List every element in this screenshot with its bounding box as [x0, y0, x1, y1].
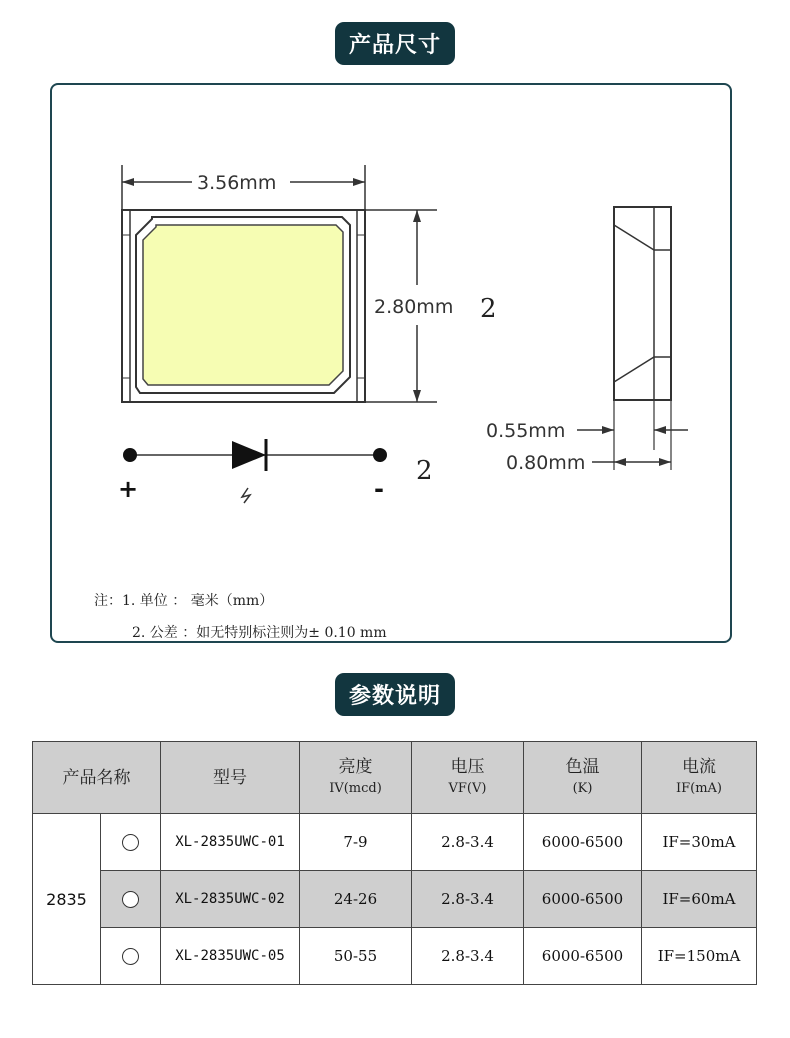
cathode-minus-sign: - [374, 475, 384, 503]
header-product-name: 产品名称 [33, 742, 161, 814]
voltage-cell: 2.8-3.4 [412, 928, 524, 985]
header-model: 型号 [161, 742, 300, 814]
voltage-cell: 2.8-3.4 [412, 814, 524, 871]
header-voltage: 电压 VF(V) [412, 742, 524, 814]
table-row [33, 871, 757, 928]
led-dimension-diagram [52, 85, 734, 645]
parameter-table [32, 741, 757, 985]
brightness-cell: 7-9 [300, 814, 412, 871]
voltage-cell: 2.8-3.4 [412, 871, 524, 928]
thickness-label-1: 0.55mm [486, 420, 566, 442]
width-dimension-label: 3.56mm [197, 172, 277, 194]
brightness-cell: 24-26 [300, 871, 412, 928]
row-select-radio[interactable] [101, 928, 161, 985]
header-color-temp: 色温 (K) [524, 742, 642, 814]
header-brightness: 亮度 IV(mcd) [300, 742, 412, 814]
led-emitter-area [143, 225, 343, 385]
color-temp-cell: 6000-6500 [524, 814, 642, 871]
current-cell: IF=30mA [642, 814, 757, 871]
anode-plus-sign: + [118, 475, 139, 503]
model-cell: XL-2835UWC-02 [161, 871, 300, 928]
dimension-drawing [50, 83, 732, 643]
height-ref-number: 2 [480, 294, 497, 324]
section-title-dimensions: 产品尺寸 [335, 22, 455, 65]
note-tolerance: 2. 公差 ：如无特别标注则为± 0.10 mm [132, 625, 387, 641]
product-name-cell: 2835 [33, 814, 101, 985]
model-cell: XL-2835UWC-05 [161, 928, 300, 985]
row-select-radio[interactable] [101, 814, 161, 871]
model-cell: XL-2835UWC-01 [161, 814, 300, 871]
table-row [33, 814, 757, 871]
section-title-parameters: 参数说明 [335, 673, 455, 716]
height-dimension-label: 2.80mm [374, 296, 454, 318]
table-header-row [33, 742, 757, 814]
table-row [33, 928, 757, 985]
header-current: 电流 IF(mA) [642, 742, 757, 814]
current-cell: IF=60mA [642, 871, 757, 928]
color-temp-cell: 6000-6500 [524, 871, 642, 928]
diode-symbol [232, 441, 266, 469]
brightness-cell: 50-55 [300, 928, 412, 985]
circuit-ref-number: 2 [416, 456, 433, 486]
current-cell: IF=150mA [642, 928, 757, 985]
note-unit: 注：1. 单位 ： 毫米（mm） [94, 593, 274, 609]
thickness-label-2: 0.80mm [506, 452, 586, 474]
color-temp-cell: 6000-6500 [524, 928, 642, 985]
row-select-radio[interactable] [101, 871, 161, 928]
